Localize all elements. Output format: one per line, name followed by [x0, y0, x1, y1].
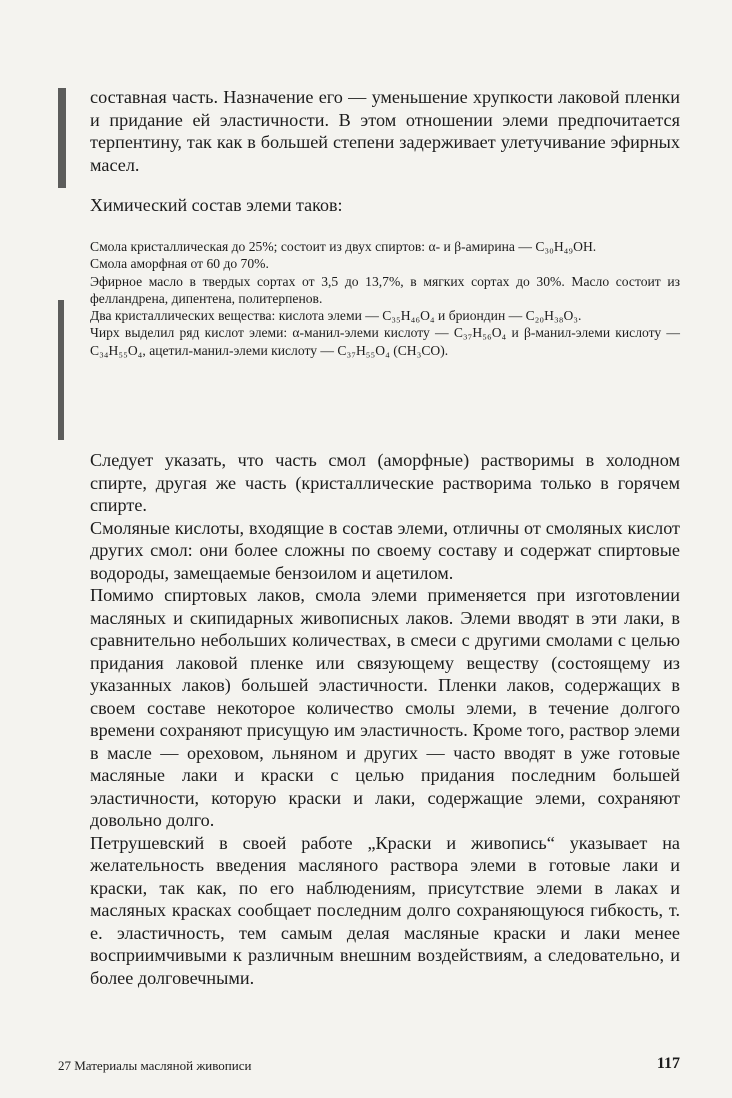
paragraph-text: составная часть. Назначение его — уменьшение хрупкости лаковой пленки и придание ей эластичности. В этом отношении элеми предпочитается терпентину, так как в большей степени задерживает улетучивание эфирных масел.: [90, 87, 680, 175]
binding-shadow: [58, 300, 64, 440]
composition-item: Эфирное масло в твердых сортах от 3,5 до 13,7%, в мягких сортах до 30%. Масло состоит из фелландрена, дипентена, политерпенов.: [90, 273, 680, 306]
composition-list: [90, 238, 680, 359]
paragraph-text: Петрушевский в своей работе „Краски и живопись“ указывает на желательность введения масляного раствора элеми в готовые лаки и краски, так как, по его наблюдениям, присутствие элеми в лаках и масляных красках сообщает последним долго сохраняющуюся гибкость, т. е. эластичность, тем самым делая масляные краски и лаки менее восприимчивыми к различным внешним воздействиям, а следовательно, и более долговечными.: [90, 832, 680, 988]
paragraph-text: Помимо спиртовых лаков, смола элеми применяется при изготовлении масляных и скипидарных живописных лаков. Элеми вводят в эти лаки, в сравнительно небольших количествах, в смеси с другими смолами с целью придания лаковой пленке или связующему веществу (состоящему из указанных лаков) большей эластичности. Пленки лаков, содержащих в своем составе некоторое количество смолы элеми, в течение долгого времени сохраняют присущую им эластичность. Кроме того, раствор элеми в масле — ореховом, льняном и других — часто вводят в уже готовые масляные лаки и краски с целью придания последним большей эластичности, которую краски и лаки, содержащие элеми, сохраняют довольно долго.: [90, 585, 680, 830]
paragraph-text: Следует указать, что часть смол (аморфные) растворимы в холодном спирте, другая же часть (кристаллические растворима только в горячем спирте.: [90, 450, 680, 515]
composition-item: Смола аморфная от 60 до 70%.: [90, 256, 269, 272]
heading-text: Химический состав элеми таков:: [90, 195, 343, 215]
printer-signature: 27 Материалы масляной живописи: [58, 1058, 252, 1073]
composition-item: Чирх выделил ряд кислот элеми: α-манил-элеми кислоту — C₃₇H₅₆O₄ и β-манил-элеми кислоту — C₃₄H₅₅O₄, ацетил-манил-элеми кислоту — C₃₇H₅₅O₄ (CH₃CO).: [90, 325, 680, 358]
page-number: 117: [656, 1055, 680, 1072]
composition-item: Два кристаллических вещества: кислота элеми — C₃₅H₄₆O₄ и бриондин — C₂₀H₃₈O₃.: [90, 308, 582, 324]
binding-shadow: [58, 88, 66, 188]
composition-item: Смола кристаллическая до 25%; состоит из двух спиртов: α- и β-амирина — C₃₀H₄₉OH.: [90, 239, 597, 254]
paragraph-text: Смоляные кислоты, входящие в состав элеми, отличны от смоляных кислот других смол: они более сложны по своему составу и содержат спиртовые водороды, замещаемые бензоилом и ацетилом.: [90, 517, 680, 583]
section-heading: [90, 194, 680, 216]
intro-paragraph: [90, 86, 680, 176]
body-text: [90, 449, 680, 989]
